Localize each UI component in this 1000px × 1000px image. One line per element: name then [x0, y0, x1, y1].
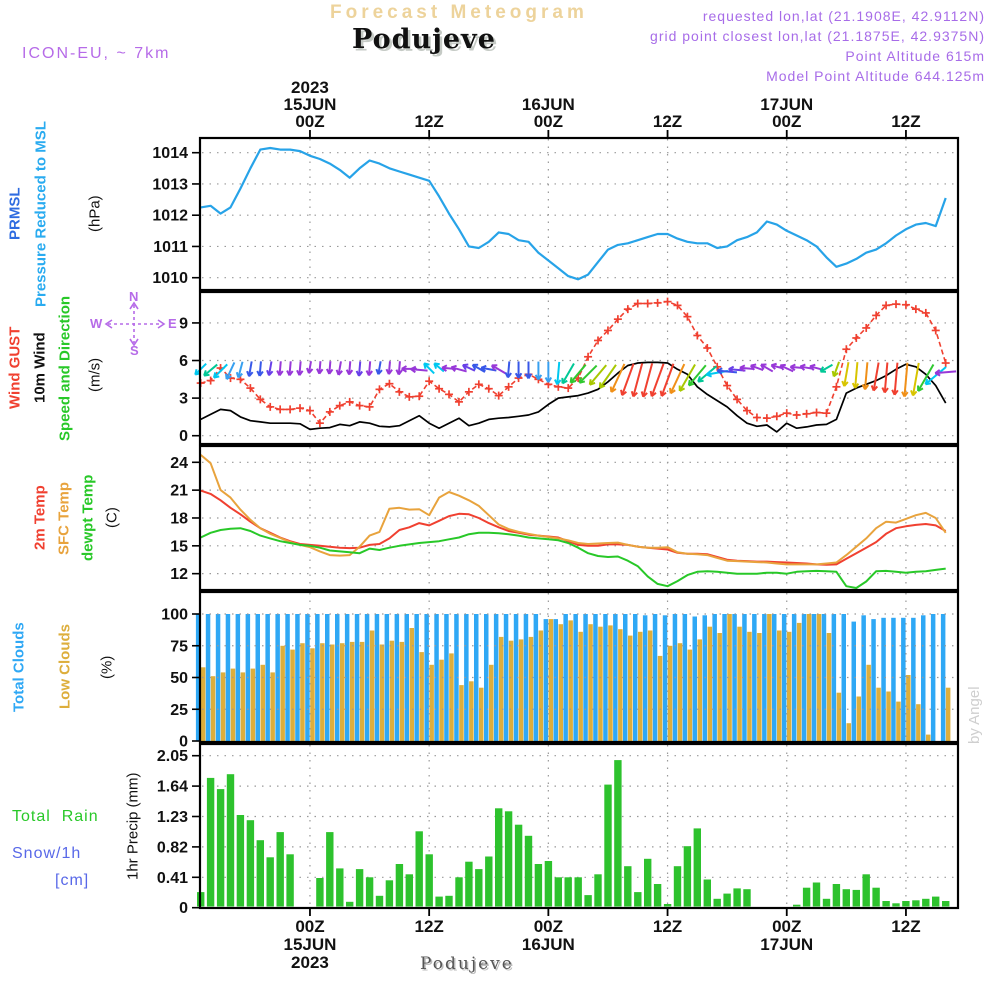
- svg-text:1013: 1013: [152, 176, 188, 194]
- requested-coords: requested lon,lat (21.1908E, 42.9112N): [702, 8, 985, 24]
- svg-text:00Z: 00Z: [295, 917, 325, 936]
- svg-text:12Z: 12Z: [891, 112, 921, 131]
- svg-text:1014: 1014: [152, 145, 188, 163]
- svg-text:2023: 2023: [291, 78, 329, 97]
- svg-text:15: 15: [170, 538, 188, 556]
- svg-text:00Z: 00Z: [772, 112, 802, 131]
- percent-unit-label: (%): [98, 655, 116, 679]
- svg-text:1010: 1010: [152, 270, 188, 288]
- wind-10m-label: 10m Wind: [31, 332, 49, 404]
- station-title: Podujeve: [352, 24, 496, 55]
- svg-text:2023: 2023: [291, 953, 329, 972]
- svg-text:17JUN: 17JUN: [760, 935, 814, 954]
- figure-title: Forecast Meteogram: [330, 2, 588, 23]
- svg-text:1011: 1011: [153, 238, 188, 256]
- svg-text:12Z: 12Z: [891, 917, 921, 936]
- point-altitude: Point Altitude 615m: [845, 48, 985, 64]
- temp-dewpt-label: dewpt Temp: [79, 474, 97, 562]
- svg-text:0.41: 0.41: [156, 869, 188, 887]
- svg-text:00Z: 00Z: [772, 917, 802, 936]
- grid-point-coords: grid point closest lon,lat (21.1875E, 42.9375N): [650, 28, 985, 44]
- svg-text:1.64: 1.64: [156, 778, 188, 796]
- compass-north-label: N: [129, 289, 139, 304]
- wind-direction-compass: [90, 291, 178, 357]
- compass-east-label: E: [168, 316, 177, 331]
- snow-unit-label: [cm]: [55, 872, 90, 889]
- svg-text:6: 6: [179, 353, 188, 371]
- svg-text:3: 3: [179, 390, 188, 408]
- speed-direction-label: Speed and Direction: [56, 295, 74, 441]
- celsius-unit-label: (C): [103, 507, 121, 529]
- compass-south-label: S: [130, 343, 139, 358]
- svg-text:18: 18: [170, 510, 188, 528]
- svg-text:9: 9: [179, 315, 188, 333]
- hpa-unit-label: (hPa): [86, 195, 104, 233]
- model-label: ICON-EU, ~ 7km: [22, 45, 171, 62]
- svg-text:0: 0: [179, 428, 188, 446]
- svg-text:25: 25: [170, 701, 188, 719]
- snow-label: Snow/1h: [12, 845, 82, 862]
- svg-text:16JUN: 16JUN: [521, 935, 575, 954]
- wind-gust-label: Wind GUST: [6, 326, 24, 410]
- compass-west-label: W: [90, 316, 103, 331]
- svg-text:2.05: 2.05: [156, 748, 188, 766]
- low-clouds-label: Low Clouds: [56, 624, 74, 710]
- svg-text:0: 0: [179, 733, 188, 751]
- svg-text:12Z: 12Z: [414, 112, 444, 131]
- svg-text:1.23: 1.23: [156, 808, 188, 826]
- svg-text:50: 50: [170, 670, 188, 687]
- svg-text:17JUN: 17JUN: [760, 95, 814, 114]
- svg-text:12Z: 12Z: [652, 112, 683, 131]
- svg-text:75: 75: [170, 638, 188, 656]
- author-watermark: by Angel: [966, 686, 983, 744]
- svg-text:00Z: 00Z: [533, 917, 564, 936]
- svg-text:12Z: 12Z: [652, 917, 683, 936]
- svg-text:00Z: 00Z: [533, 112, 564, 131]
- svg-text:1012: 1012: [152, 207, 188, 225]
- ms-unit-label: (m/s): [86, 357, 104, 393]
- svg-text:21: 21: [170, 482, 188, 500]
- svg-text:15JUN: 15JUN: [283, 935, 337, 954]
- footer-station-title: Podujeve: [420, 954, 514, 974]
- pressure-reduced-label: Pressure Reduced to MSL: [32, 121, 50, 307]
- temp-sfc-label: SFC Temp: [55, 481, 73, 555]
- precip-unit-label: 1hr Precip (mm): [124, 772, 142, 880]
- model-point-altitude: Model Point Altitude 644.125m: [766, 68, 985, 84]
- svg-text:12Z: 12Z: [414, 917, 444, 936]
- total-clouds-label: Total Clouds: [10, 622, 28, 712]
- total-rain-label: Total Rain: [12, 808, 99, 825]
- svg-text:24: 24: [170, 454, 188, 472]
- prmsl-label: PRMSL: [6, 187, 24, 241]
- svg-text:0: 0: [179, 900, 188, 918]
- svg-text:100: 100: [161, 606, 188, 624]
- temp-2m-label: 2m Temp: [31, 485, 49, 551]
- svg-text:15JUN: 15JUN: [283, 95, 337, 114]
- svg-text:00Z: 00Z: [295, 112, 325, 131]
- svg-text:0.82: 0.82: [156, 839, 188, 857]
- svg-text:16JUN: 16JUN: [521, 95, 575, 114]
- svg-text:12: 12: [170, 566, 188, 584]
